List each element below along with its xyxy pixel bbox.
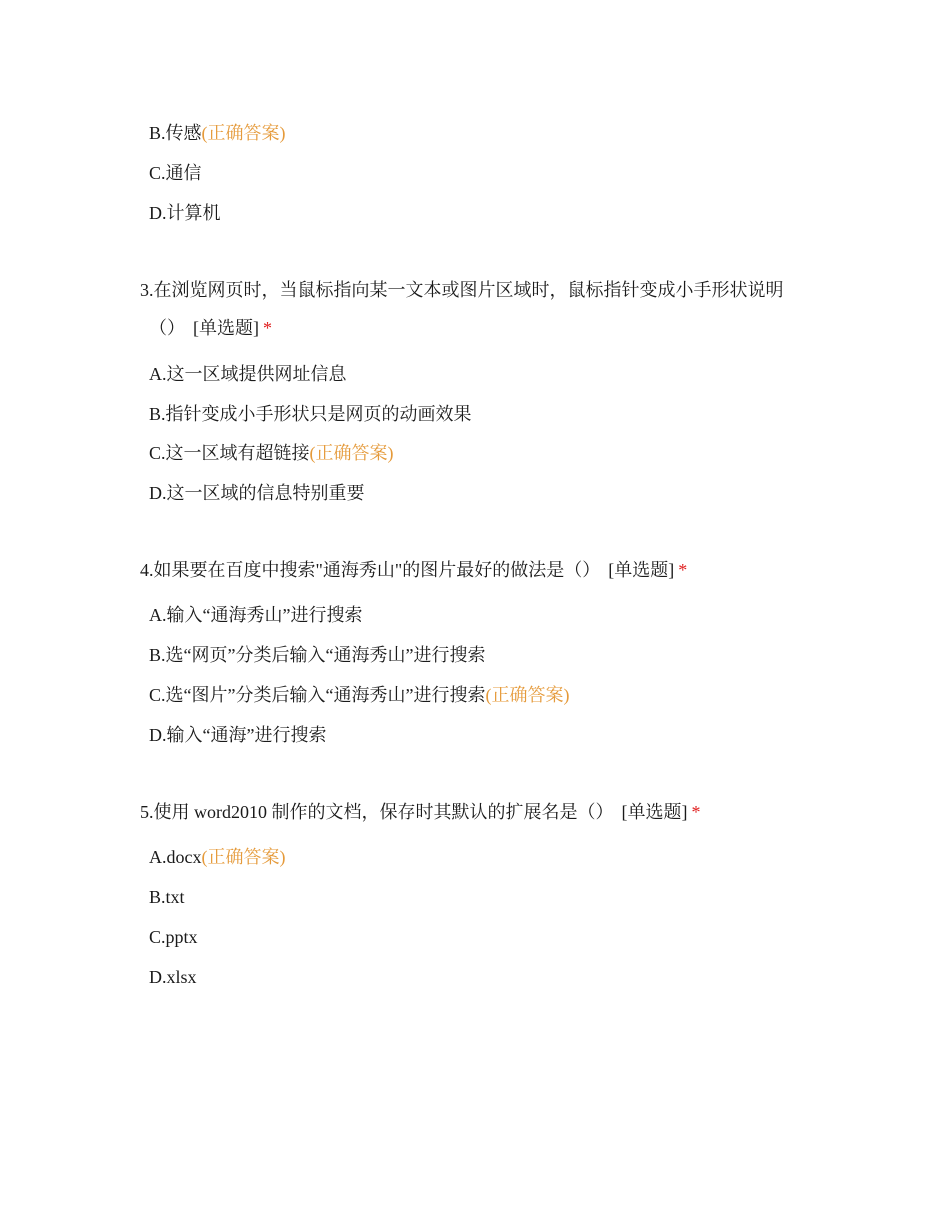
option-text: D.计算机 <box>149 203 221 223</box>
question-4-text: 4.如果要在百度中搜索"通海秀山"的图片最好的做法是（） <box>140 560 601 580</box>
correct-answer-marker: (正确答案) <box>201 847 286 867</box>
correct-answer-marker: (正确答案) <box>201 123 286 143</box>
option-text: B.传感 <box>149 123 202 143</box>
question-4-line1 <box>140 551 820 589</box>
option-text: C.这一区域有超链接 <box>149 443 310 463</box>
question-3-line2 <box>140 309 820 347</box>
question-4-stem <box>140 551 820 589</box>
option-text: C.通信 <box>149 163 202 183</box>
option-5a <box>149 845 286 869</box>
option-text: D.xlsx <box>149 967 197 987</box>
question-5-stem <box>140 793 820 831</box>
option-4c <box>149 683 569 707</box>
option-text: B.txt <box>149 887 185 907</box>
option-4b <box>149 643 485 667</box>
question-3-line1: 3.在浏览网页时，当鼠标指向某一文本或图片区域时，鼠标指针变成小手形状说明 <box>140 280 784 300</box>
option-3c <box>149 441 394 465</box>
required-marker: * <box>678 560 688 580</box>
option-text: A.这一区域提供网址信息 <box>149 364 347 384</box>
question-5-line1 <box>140 793 820 831</box>
option-text: C.选“图片”分类后输入“通海秀山”进行搜索 <box>149 685 486 705</box>
required-marker: * <box>263 318 272 338</box>
option-text: B.选“网页”分类后输入“通海秀山”进行搜索 <box>149 645 486 665</box>
option-5d <box>149 965 197 989</box>
question-3-stem <box>140 271 820 347</box>
option-3d <box>149 481 365 505</box>
question-type-tag: [单选题] <box>621 802 688 822</box>
option-5b <box>149 885 185 909</box>
option-4d <box>149 723 326 747</box>
option-text: A.docx <box>149 847 202 867</box>
option-3b <box>149 402 472 426</box>
option-text: A.输入“通海秀山”进行搜索 <box>149 605 363 625</box>
correct-answer-marker: (正确答案) <box>485 685 570 705</box>
required-marker: * <box>691 802 701 822</box>
question-type-tag: [单选题] <box>608 560 675 580</box>
option-2d <box>149 201 221 225</box>
question-5-text: 5.使用 word2010 制作的文档，保存时其默认的扩展名是（） <box>140 802 614 822</box>
option-2c <box>149 161 202 185</box>
correct-answer-marker: (正确答案) <box>309 443 394 463</box>
question-3-paren: （） <box>149 318 185 338</box>
question-type-tag: [单选题] <box>193 318 259 338</box>
option-4a <box>149 603 362 627</box>
option-text: D.这一区域的信息特别重要 <box>149 483 365 503</box>
option-5c <box>149 925 198 949</box>
option-2b <box>149 121 286 145</box>
option-text: C.pptx <box>149 927 198 947</box>
option-text: D.输入“通海”进行搜索 <box>149 725 327 745</box>
option-text: B.指针变成小手形状只是网页的动画效果 <box>149 404 472 424</box>
option-3a <box>149 362 347 386</box>
